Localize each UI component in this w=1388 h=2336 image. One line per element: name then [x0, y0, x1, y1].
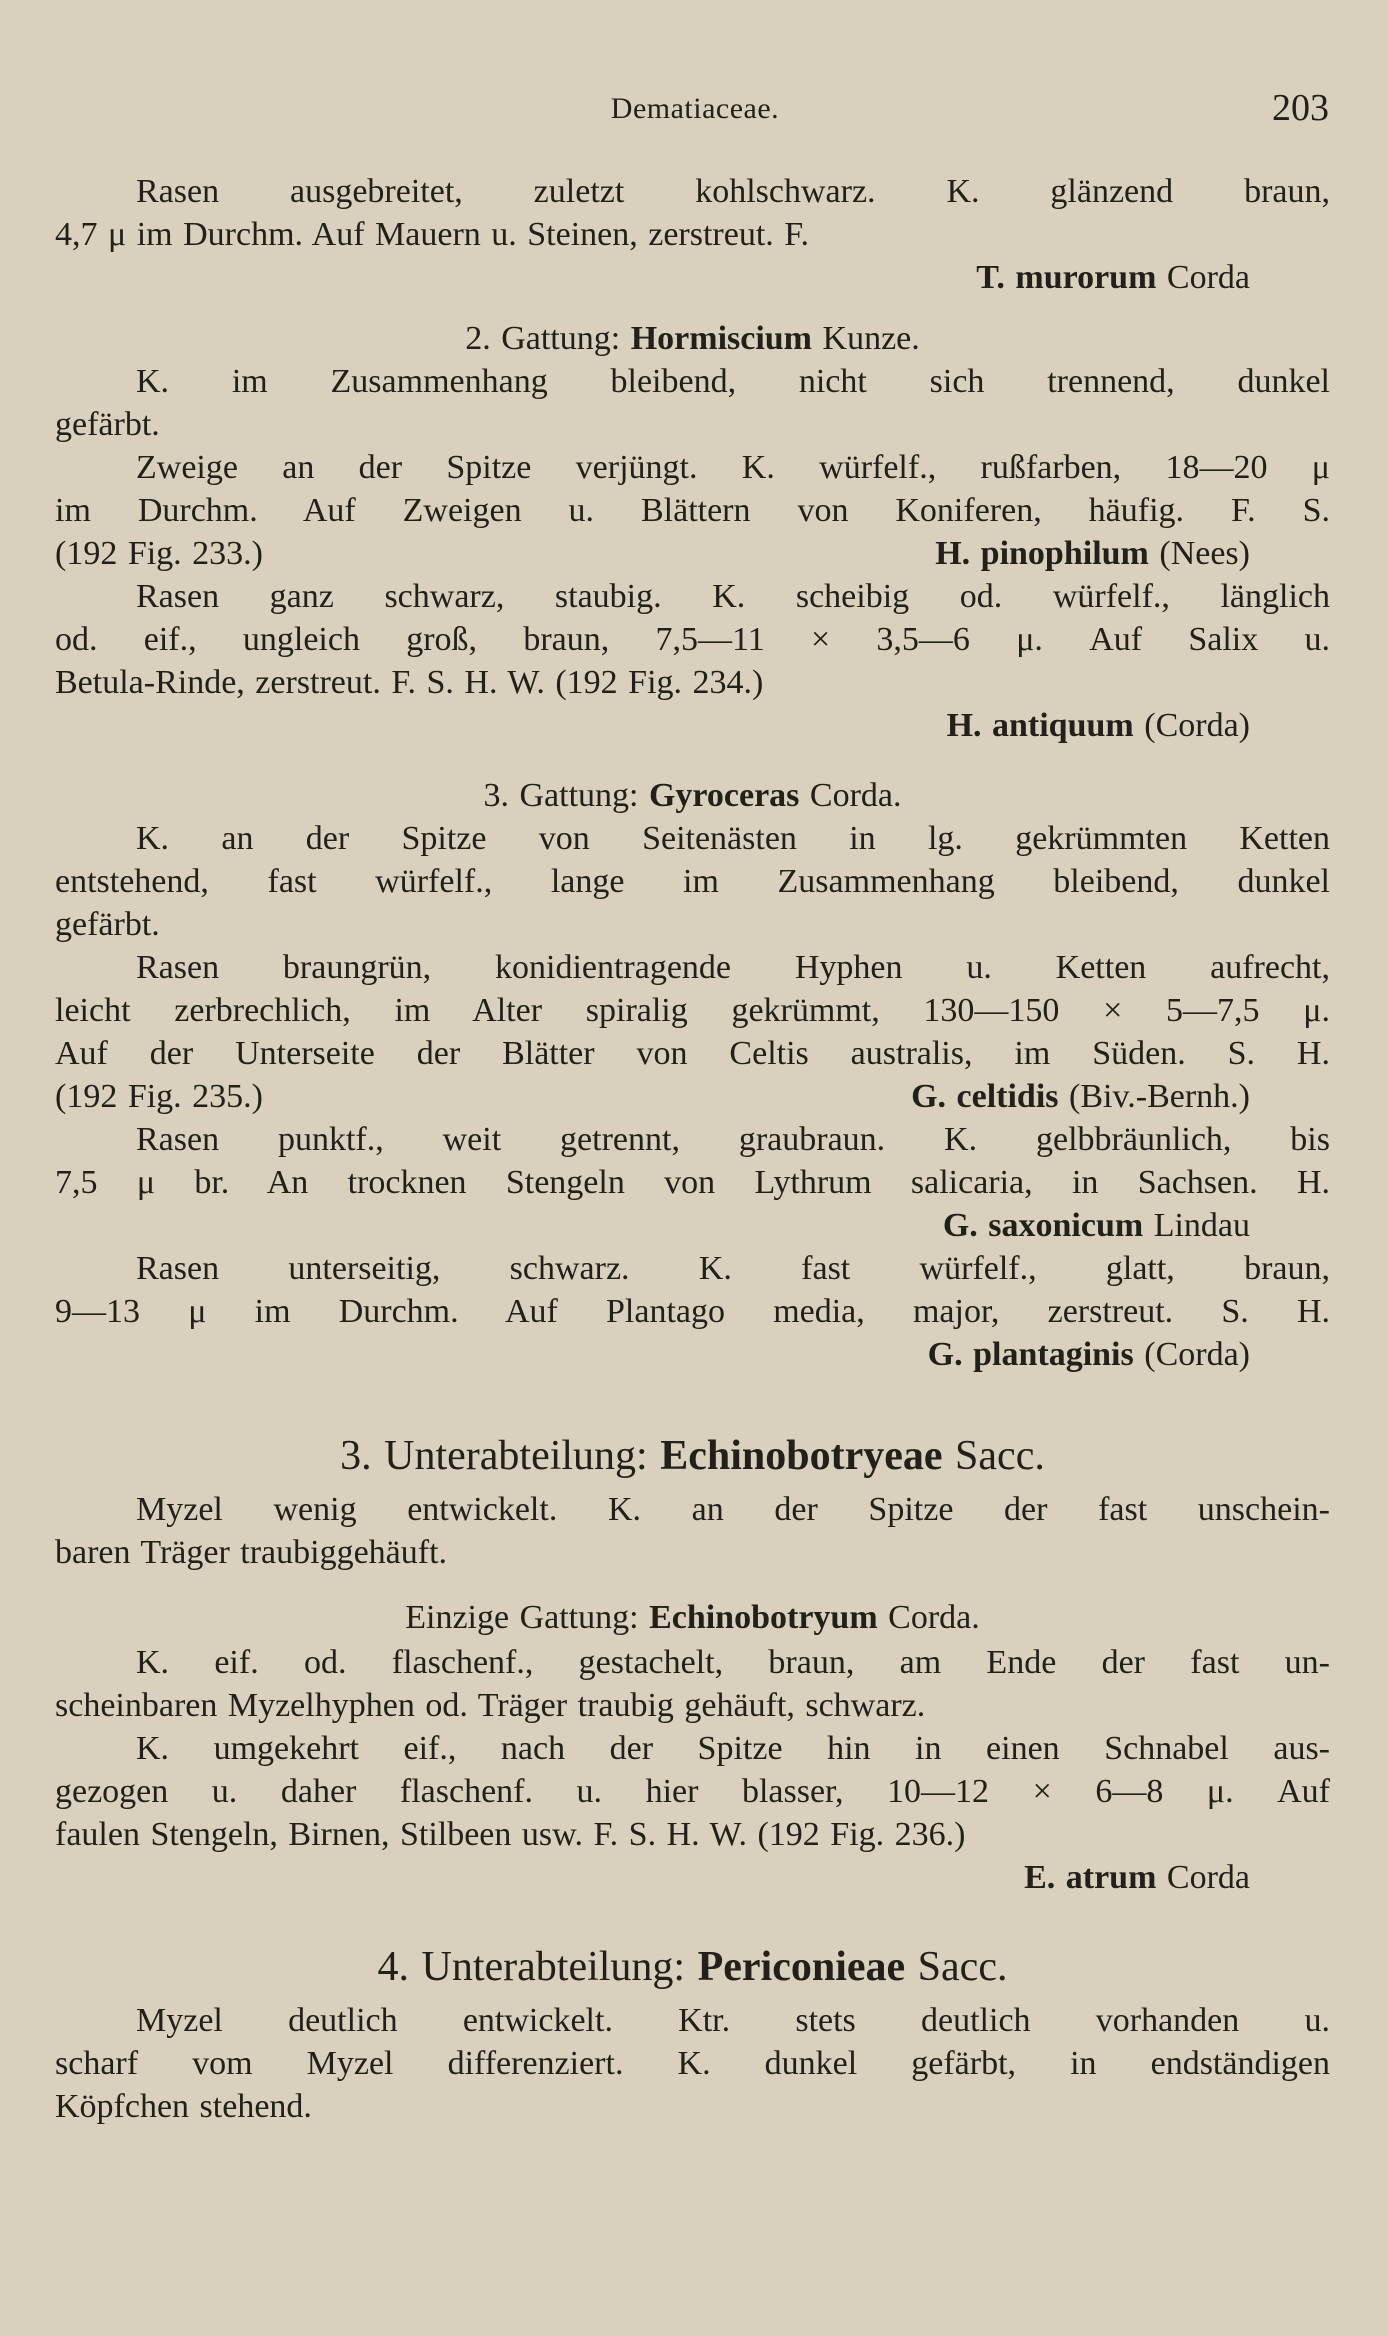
text-line: K. an der Spitze von Seitenästen in lg. gekrümmten Ketten — [136, 820, 1330, 857]
genus-prefix: 3. Gattung: — [483, 777, 639, 814]
species-author: Corda — [1166, 259, 1250, 296]
species-author: Lindau — [1153, 1207, 1250, 1244]
genus-prefix: Einzige Gattung: — [405, 1599, 639, 1636]
species-entry-plantaginis — [55, 1247, 1330, 1376]
text-line: K. im Zusammenhang bleibend, nicht sich trennend, dunkel — [136, 363, 1330, 400]
text-line: gezogen u. daher flaschenf. u. hier blasser, 10—12 × 6—8 μ. Auf — [55, 1773, 1330, 1810]
species-name: G. celtidis — [911, 1078, 1059, 1115]
genus-author: Corda. — [809, 777, 902, 814]
genus-author: Kunze. — [822, 320, 920, 357]
species-entry-antiquum — [55, 575, 1330, 747]
genus-name: Echinobotryum — [649, 1599, 878, 1636]
subdivision-name: Echinobotryeae — [660, 1433, 943, 1479]
figure-reference: (192 Fig. 233.) — [55, 535, 263, 572]
text-line: 4,7 μ im Durchm. Auf Mauern u. Steinen, zerstreut. F. — [55, 216, 809, 253]
genus-prefix: 2. Gattung: — [465, 320, 621, 357]
species-name: G. saxonicum — [942, 1207, 1144, 1244]
subdivision-heading-periconieae — [55, 1941, 1330, 1993]
genus-description — [55, 360, 1330, 446]
species-name-line — [55, 1856, 1330, 1899]
species-entry-murorum — [55, 170, 1330, 299]
species-name-line — [55, 532, 1330, 575]
page-number: 203 — [1272, 87, 1329, 129]
text-line: Rasen unterseitig, schwarz. K. fast würfelf., glatt, braun, — [136, 1250, 1330, 1287]
species-author: (Corda) — [1144, 707, 1250, 744]
text-line: Rasen ausgebreitet, zuletzt kohlschwarz. K. glänzend braun, — [136, 173, 1330, 210]
species-name-line — [55, 256, 1330, 299]
subdivision-description — [55, 1488, 1330, 1574]
running-head-title: Dematiaceae. — [610, 92, 780, 125]
species-name-line — [55, 1333, 1330, 1376]
species-name: G. plantaginis — [927, 1336, 1134, 1373]
subdivision-description — [55, 1999, 1330, 2128]
species-entry-atrum — [55, 1727, 1330, 1899]
subdivision-author: Sacc. — [955, 1433, 1045, 1479]
subdivision-prefix: 4. Unterabteilung: — [377, 1944, 686, 1990]
species-name-line — [55, 1204, 1330, 1247]
figure-reference: (192 Fig. 235.) — [55, 1078, 263, 1115]
genus-heading-hormiscium — [55, 317, 1330, 360]
text-line: 9—13 μ im Durchm. Auf Plantago media, major, zerstreut. S. H. — [55, 1293, 1330, 1330]
text-line: Myzel deutlich entwickelt. Ktr. stets deutlich vorhanden u. — [136, 2002, 1330, 2039]
species-name-line — [55, 704, 1330, 747]
species-author: Corda — [1166, 1859, 1250, 1896]
text-line: 7,5 μ br. An trocknen Stengeln von Lythrum salicaria, in Sachsen. H. — [55, 1164, 1330, 1201]
text-line: Köpfchen stehend. — [55, 2088, 312, 2125]
text-line: od. eif., ungleich groß, braun, 7,5—11 × 3,5—6 μ. Auf Salix u. — [55, 621, 1330, 658]
text-line: Rasen ganz schwarz, staubig. K. scheibig od. würfelf., länglich — [136, 578, 1330, 615]
text-line: scheinbaren Myzelhyphen od. Träger traubig gehäuft, schwarz. — [55, 1687, 926, 1724]
text-line: scharf vom Myzel differenziert. K. dunkel gefärbt, in endständigen — [55, 2045, 1330, 2082]
species-author: (Biv.-Bernh.) — [1069, 1078, 1250, 1115]
species-name: T. murorum — [976, 259, 1157, 296]
subdivision-prefix: 3. Unterabteilung: — [340, 1433, 648, 1479]
text-line: baren Träger traubiggehäuft. — [55, 1534, 448, 1571]
species-entry-celtidis — [55, 946, 1330, 1118]
species-entry-saxonicum — [55, 1118, 1330, 1247]
running-head — [55, 86, 1335, 136]
subdivision-name: Periconieae — [697, 1944, 906, 1990]
text-line: gefärbt. — [55, 406, 160, 443]
species-entry-pinophilum — [55, 446, 1330, 575]
species-name: H. antiquum — [946, 707, 1134, 744]
genus-heading-gyroceras — [55, 774, 1330, 817]
genus-author: Corda. — [888, 1599, 980, 1636]
genus-description — [55, 817, 1330, 946]
text-line: K. eif. od. flaschenf., gestachelt, braun, am Ende der fast un- — [136, 1644, 1330, 1681]
text-line: Rasen braungrün, konidientragende Hyphen u. Ketten aufrecht, — [136, 949, 1330, 986]
text-line: K. umgekehrt eif., nach der Spitze hin in einen Schnabel aus- — [136, 1730, 1330, 1767]
text-line: Betula-Rinde, zerstreut. F. S. H. W. (192 Fig. 234.) — [55, 664, 764, 701]
page-body — [55, 170, 1330, 2128]
species-name: E. atrum — [1024, 1859, 1157, 1896]
text-line: Rasen punktf., weit getrennt, graubraun. K. gelbbräunlich, bis — [136, 1121, 1330, 1158]
text-line: leicht zerbrechlich, im Alter spiralig gekrümmt, 130—150 × 5—7,5 μ. — [55, 992, 1330, 1029]
text-line: Myzel wenig entwickelt. K. an der Spitze der fast unschein- — [136, 1491, 1330, 1528]
subdivision-heading-echinobotryeae — [55, 1430, 1330, 1482]
text-line: entstehend, fast würfelf., lange im Zusammenhang bleibend, dunkel — [55, 863, 1330, 900]
species-author: (Corda) — [1144, 1336, 1250, 1373]
genus-name: Hormiscium — [630, 320, 813, 357]
subdivision-author: Sacc. — [917, 1944, 1008, 1990]
genus-heading-echinobotryum — [55, 1596, 1330, 1639]
genus-name: Gyroceras — [648, 777, 800, 814]
text-line: gefärbt. — [55, 906, 160, 943]
text-line: Auf der Unterseite der Blätter von Celtis australis, im Süden. S. H. — [55, 1035, 1330, 1072]
genus-description — [55, 1641, 1330, 1727]
text-line: faulen Stengeln, Birnen, Stilbeen usw. F. S. H. W. (192 Fig. 236.) — [55, 1816, 966, 1853]
text-line: Zweige an der Spitze verjüngt. K. würfelf., rußfarben, 18—20 μ — [136, 449, 1330, 486]
species-name: H. pinophilum — [935, 535, 1149, 572]
species-author: (Nees) — [1159, 535, 1250, 572]
text-line: im Durchm. Auf Zweigen u. Blättern von Koniferen, häufig. F. S. — [55, 492, 1330, 529]
species-name-line — [55, 1075, 1330, 1118]
